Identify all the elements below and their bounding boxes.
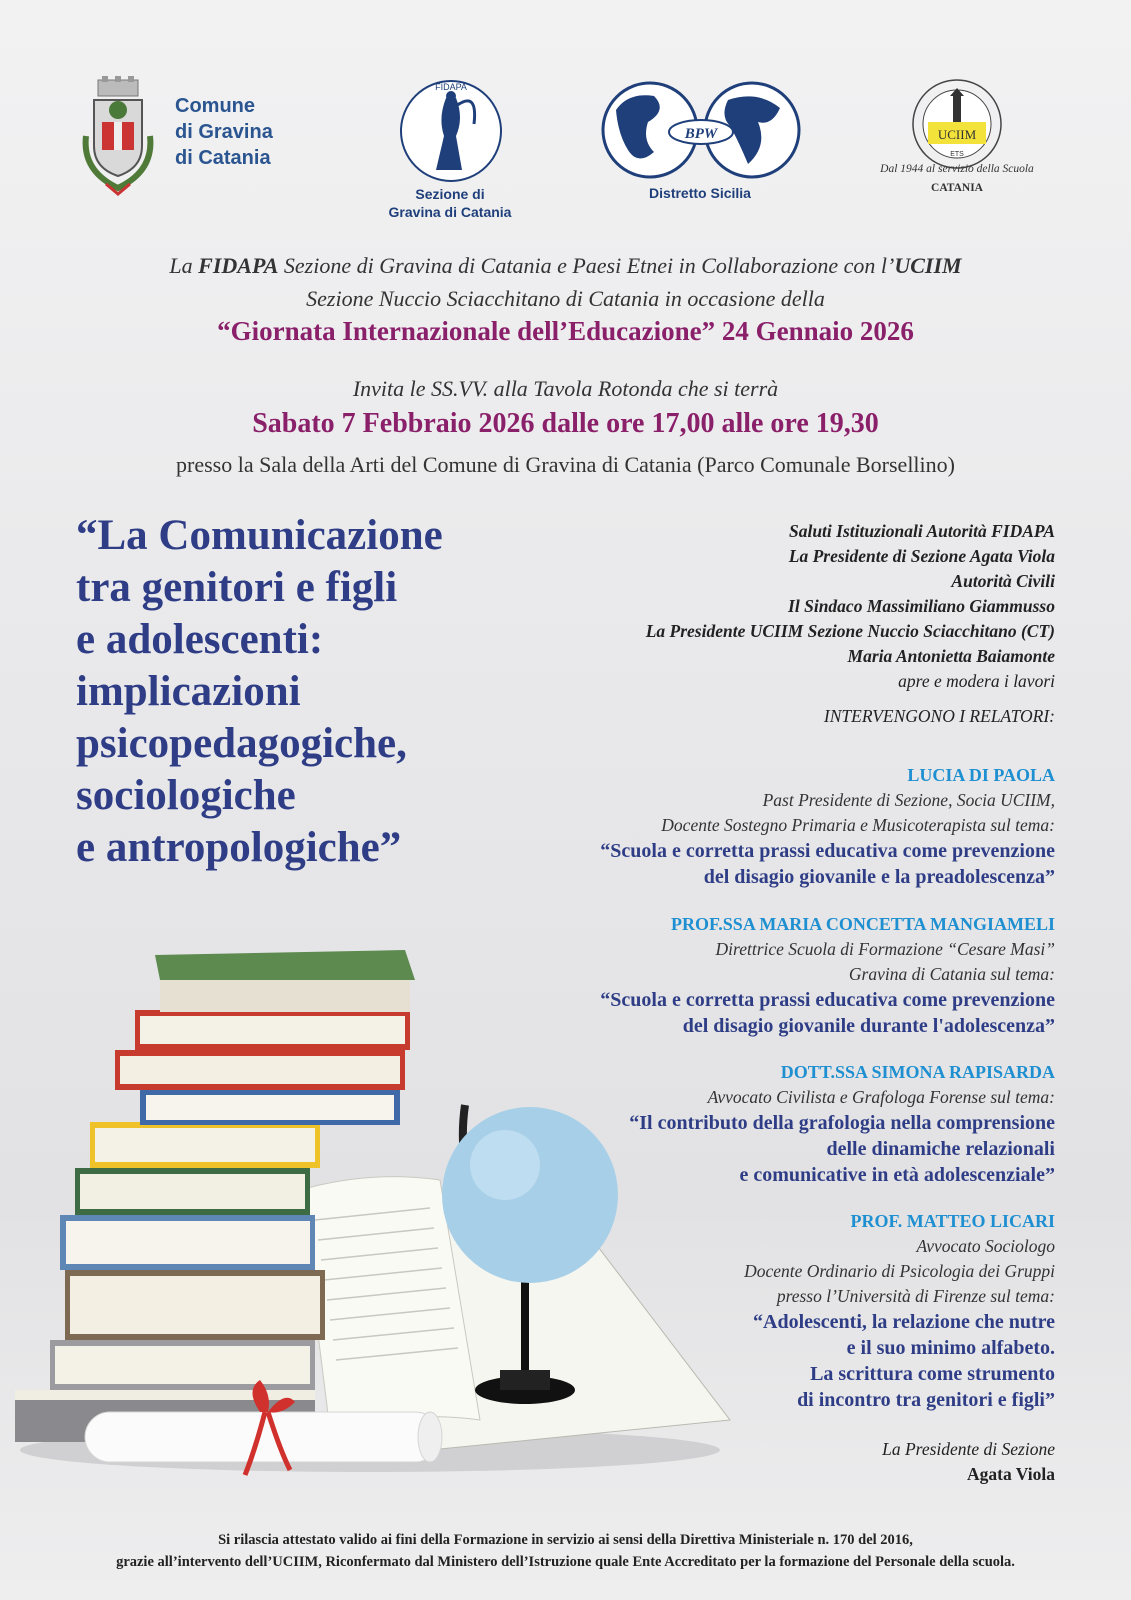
signature: La Presidente di Sezione Agata Viola: [882, 1439, 1055, 1484]
svg-text:ETS: ETS: [950, 151, 964, 158]
intro-line-1: La FIDAPA Sezione di Gravina di Catania e Paesi Etnei in Collaborazione con l’UCIIM: [169, 253, 962, 278]
footer-accreditation: Si rilascia attestato valido ai fini della Formazione in servizio ai sensi della Direttiva Ministeriale n. 170 del 2016, grazie all’intervento dell’UCIIM, Riconfermato dal Ministero dell’Istruzione quale Ente Accreditato per la formazione del Personale della scuola.: [116, 1532, 1015, 1570]
bpw-caption: Distretto Sicilia: [649, 185, 751, 201]
fidapa-caption: Sezione di Gravina di Catania: [388, 186, 512, 220]
fidapa-logo-icon: [398, 78, 504, 184]
occasion-title: “Giornata Internazionale dell’Educazione” 24 Gennaio 2026: [217, 316, 914, 346]
speaker-2: PROF.SSA MARIA CONCETTA MANGIAMELI Direttrice Scuola di Formazione “Cesare Masi” Gravina di Catania sul tema: “Scuola e corretta prassi educativa come prevenzione del disagio giovanile durante l'adolescenza”: [600, 914, 1055, 1037]
comune-name: Comune di Gravina di Catania: [175, 95, 273, 169]
uciim-logo-icon: [896, 78, 1018, 170]
invite-line: Invita le SS.VV. alla Tavola Rotonda che si terrà: [352, 376, 779, 401]
books-globe-illustration: [10, 950, 750, 1490]
svg-text:BPW: BPW: [684, 126, 718, 142]
svg-text:UCIIM: UCIIM: [937, 127, 977, 142]
svg-text:FIDAPA: FIDAPA: [435, 82, 467, 92]
round-table-topic: “La Comunicazione tra genitori e figli e adolescenti: implicazioni psicopedagogiche, sociologiche e antropologiche”: [76, 512, 443, 871]
event-venue: presso la Sala della Arti del Comune di Gravina di Catania (Parco Comunale Borsellino): [176, 452, 955, 477]
uciim-city: CATANIA: [931, 182, 983, 194]
speaker-3: DOTT.SSA SIMONA RAPISARDA Avvocato Civilista e Grafologa Forense sul tema: “Il contributo della grafologia nella comprensione delle dinamiche relazionali e comunicative in età adolescenziale”: [629, 1062, 1055, 1186]
uciim-motto: Dal 1944 al servizio della Scuola: [880, 163, 1034, 175]
event-date: Sabato 7 Febbraio 2026 dalle ore 17,00 alle ore 19,30: [252, 408, 879, 439]
speaker-1: LUCIA DI PAOLA Past Presidente di Sezione, Socia UCIIM, Docente Sostegno Primaria e Musicoterapista sul tema: “Scuola e corretta prassi educativa come prevenzione del disagio giovanile e la preadolescenza”: [600, 765, 1055, 888]
comune-coat-of-arms-icon: [76, 76, 160, 198]
bpw-globe-logo-icon: [598, 80, 804, 180]
intro-line-2: Sezione Nuccio Sciacchitano di Catania in occasione della: [306, 286, 825, 311]
program-greetings: Saluti Istituzionali Autorità FIDAPA La Presidente di Sezione Agata Viola Autorità Civili Il Sindaco Massimiliano Giammusso La Presidente UCIIM Sezione Nuccio Sciacchitano (CT) Maria Antonietta Baiamonte apre e modera i lavori INTERVENGONO I RELATORI:: [645, 521, 1055, 726]
speaker-4: PROF. MATTEO LICARI Avvocato Sociologo Docente Ordinario di Psicologia dei Gruppi presso l’Università di Firenze sul tema: “Adolescenti, la relazione che nutre e il suo minimo alfabeto. La scrittura come strumento di incontro tra genitori e figli”: [744, 1211, 1055, 1411]
